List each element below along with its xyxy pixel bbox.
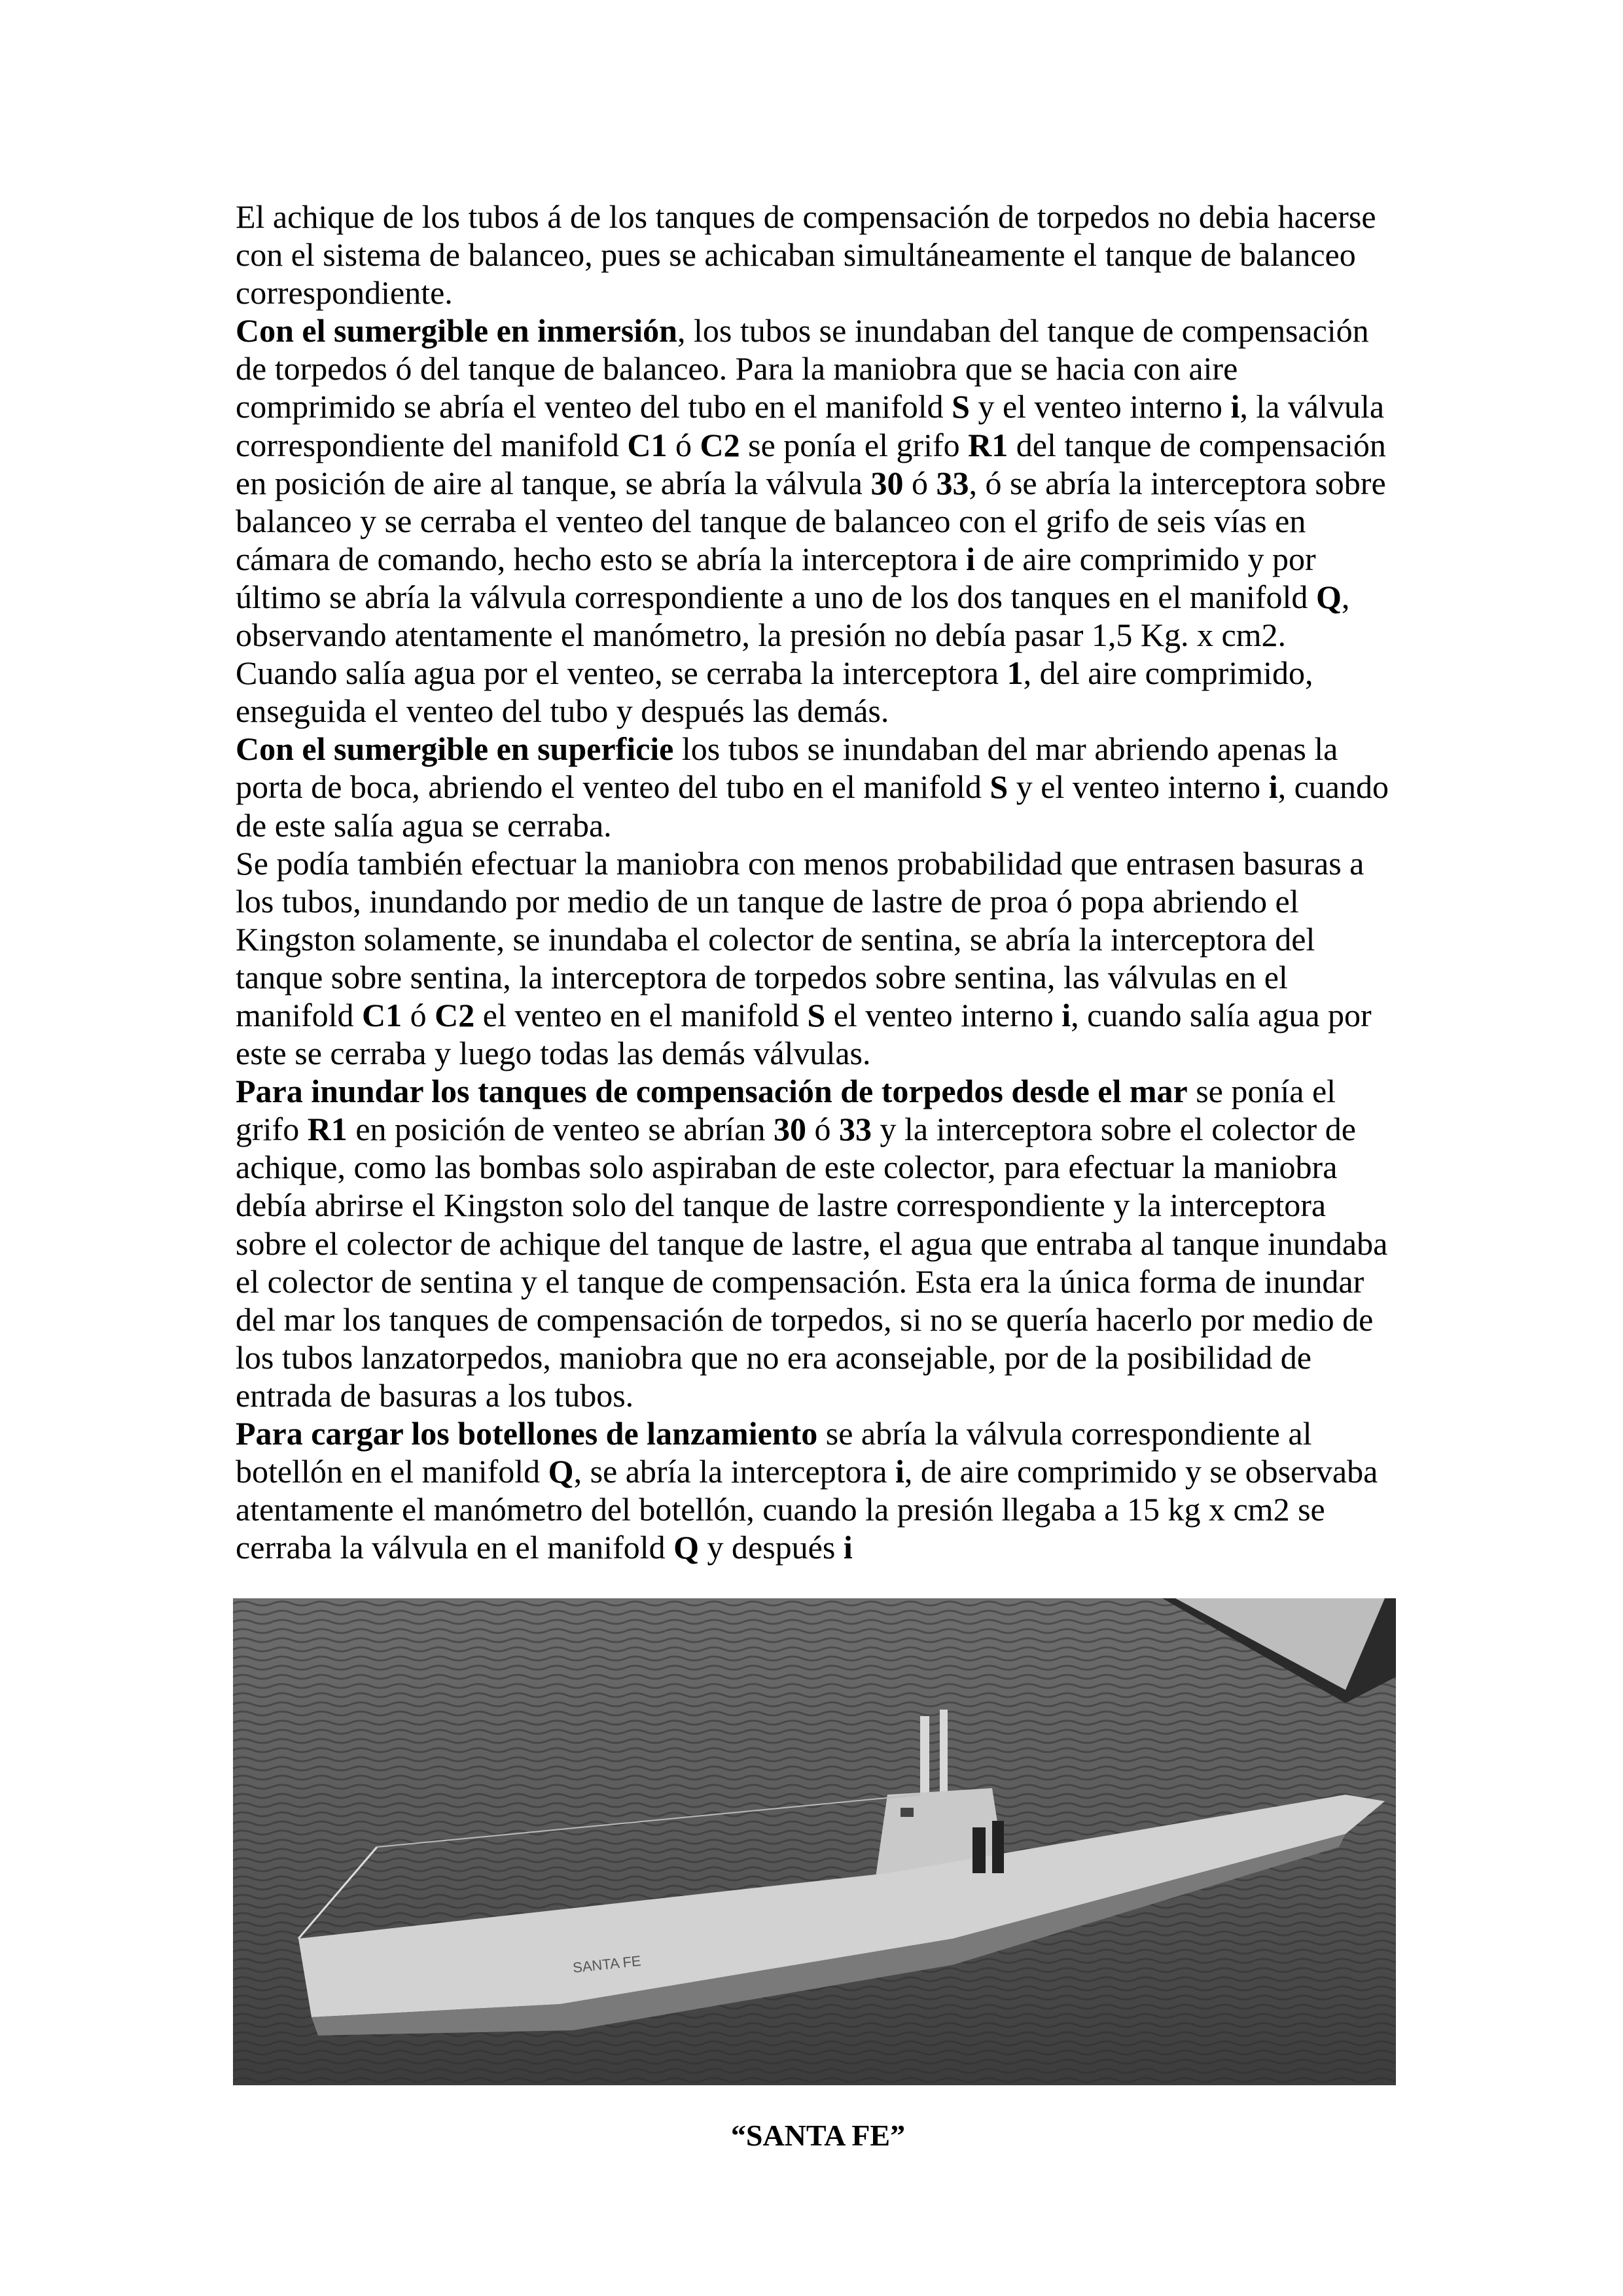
bold-text: C2 [435,996,475,1033]
text-segment: grifo [236,1111,308,1148]
text-line [236,464,1414,502]
text-line [236,654,1414,692]
bold-text: 30 [870,464,904,501]
bold-text: S [807,996,826,1033]
text-segment: y después [699,1529,844,1566]
text-segment: porta de boca, abriendo el venteo del tubo en el manifold [236,768,990,806]
text-line [236,236,1414,274]
text-line [236,1338,1414,1376]
text-segment: , del aire comprimido, [1023,655,1313,692]
text-line [236,1225,1414,1263]
bold-text: i [966,540,976,577]
bold-text: Q [548,1453,574,1490]
text-segment: cámara de comando, hecho esto se abría la interceptora [236,540,967,577]
bold-text: i [895,1453,904,1490]
bold-text: 30 [773,1111,806,1148]
text-segment: de aire comprimido y por [975,540,1316,577]
text-segment: correspondiente del manifold [236,426,628,463]
text-segment: , de aire comprimido y se observaba [904,1453,1378,1490]
text-segment: el venteo interno [825,996,1062,1033]
bold-text: 33 [838,1111,872,1148]
text-line [236,578,1414,616]
text-line [236,1034,1414,1072]
text-line [236,882,1414,920]
text-line [236,1376,1414,1414]
text-line [236,387,1414,425]
text-segment: atentamente el manómetro del botellón, cuando la presión llegaba a 15 kg x cm2 se [236,1491,1325,1528]
text-segment: de este salía agua se cerraba. [236,806,612,844]
bold-text: i [843,1529,853,1566]
bold-text: Q [673,1529,700,1566]
text-line [236,920,1414,958]
text-segment: y el venteo interno [1008,768,1269,806]
text-segment: debía abrirse el Kingston solo del tanque de lastre correspondiente y la interceptora [236,1187,1327,1224]
text-line [236,426,1414,464]
text-segment: se abría la válvula correspondiente al [817,1415,1312,1452]
bold-text: Para cargar los botellones de lanzamiento [236,1415,818,1452]
text-line [236,1186,1414,1224]
text-segment: Kingston solamente, se inundaba el colector de sentina, se abría la interceptora del [236,920,1315,958]
text-segment: entrada de basuras a los tubos. [236,1376,634,1414]
text-segment: y el venteo interno [969,388,1231,425]
text-segment: enseguida el venteo del tubo y después las demás. [236,692,889,730]
photo-caption: “SANTA FE” [730,2119,906,2152]
text-line [236,768,1414,806]
text-segment: en posición de venteo se abrían [347,1111,774,1148]
text-segment: , se abría la interceptora [573,1453,895,1490]
text-segment: este se cerraba y luego todas las demás válvulas. [236,1035,871,1072]
text-segment: los tubos lanzatorpedos, maniobra que no era aconsejable, por de la posibilidad de [236,1338,1311,1376]
bold-text: R1 [968,426,1008,463]
text-segment: , la válvula [1240,388,1385,425]
text-line [236,616,1414,654]
text-segment: Cuando salía agua por el venteo, se cerraba la interceptora [236,655,1007,692]
body-text [236,198,1414,1566]
text-segment: se ponía el grifo [740,426,969,463]
text-segment: , cuando salía agua por [1071,996,1372,1033]
text-segment: con el sistema de balanceo, pues se achicaban simultáneamente el tanque de balanceo [236,236,1356,274]
svg-text:SANTA FE: SANTA FE [571,1952,642,1976]
text-segment: y la interceptora sobre el colector de [871,1111,1356,1148]
text-segment: comprimido se abría el venteo del tubo en el manifold [236,388,952,425]
text-line [236,1300,1414,1338]
text-segment: , los tubos se inundaban del tanque de compensación [677,312,1369,350]
text-line [236,1148,1414,1186]
text-line [236,1414,1414,1452]
bold-text: 33 [936,464,969,501]
text-segment: , cuando [1277,768,1389,806]
text-line [236,692,1414,730]
text-line [236,1263,1414,1300]
bold-text: i [1268,768,1278,806]
bold-text: C1 [362,996,402,1033]
text-segment: , ó se abría la interceptora sobre [969,464,1386,501]
text-segment: el colector de sentina y el tanque de compensación. Esta era la única forma de inundar [236,1263,1364,1300]
text-segment: los tubos, inundando por medio de un tanque de lastre de proa ó popa abriendo el [236,882,1299,920]
text-segment: achique, como las bombas solo aspiraban de este colector, para efectuar la maniobra [236,1149,1338,1186]
text-segment: Se podía también efectuar la maniobra con menos probabilidad que entrasen basuras a [236,844,1364,882]
bold-text: R1 [307,1111,348,1148]
text-segment: cerraba la válvula en el manifold [236,1529,674,1566]
text-line [236,958,1414,996]
text-line [236,806,1414,844]
text-segment: ó [903,464,936,501]
text-line [236,540,1414,578]
bold-text: 1 [1007,655,1024,692]
text-line [236,1528,1414,1566]
text-segment: ó [806,1111,839,1148]
text-segment: el venteo en el manifold [474,996,808,1033]
text-segment: último se abría la válvula correspondiente a uno de los dos tanques en el manifold [236,578,1316,615]
text-line [236,844,1414,882]
text-line [236,502,1414,540]
text-segment: ó [667,426,700,463]
bold-text: i [1061,996,1071,1033]
bold-text: Con el sumergible en superficie [236,730,674,768]
text-line [236,1110,1414,1148]
text-line [236,312,1414,350]
text-line [236,198,1414,236]
text-segment: El achique de los tubos á de los tanques de compensación de torpedos no debia hacerse [236,198,1376,235]
text-line [236,274,1414,312]
bold-text: S [990,768,1008,806]
text-segment: se ponía el [1187,1073,1336,1110]
text-segment: observando atentamente el manómetro, la presión no debía pasar 1,5 Kg. x cm2. [236,617,1287,654]
bold-text: Para inundar los tanques de compensación de torpedos desde el mar [236,1073,1188,1110]
text-line [236,996,1414,1034]
bold-text: C1 [627,426,668,463]
text-segment: en posición de aire al tanque, se abría la válvula [236,464,871,501]
text-line [236,350,1414,387]
text-segment: sobre el colector de achique del tanque de lastre, el agua que entraba al tanque inundaba [236,1225,1388,1262]
text-segment: del mar los tanques de compensación de torpedos, si no se quería hacerlo por medio de [236,1300,1374,1338]
bold-text: S [952,388,970,425]
bold-text: i [1230,388,1240,425]
text-segment: botellón en el manifold [236,1453,548,1490]
submarine-photo [233,1598,1396,2085]
text-segment: los tubos se inundaban del mar abriendo apenas la [673,730,1338,768]
bold-text: C2 [700,426,740,463]
text-segment: tanque sobre sentina, la interceptora de torpedos sobre sentina, las válvulas en el [236,958,1288,996]
text-line [236,730,1414,768]
text-segment: de torpedos ó del tanque de balanceo. Para la maniobra que se hacia con aire [236,350,1238,387]
text-segment: manifold [236,996,363,1033]
text-segment: ó [402,996,435,1033]
text-segment: , [1341,578,1350,615]
text-line [236,1490,1414,1528]
text-segment: balanceo y se cerraba el venteo del tanque de balanceo con el grifo de seis vías en [236,502,1306,539]
text-segment: correspondiente. [236,274,453,312]
text-line [236,1072,1414,1110]
bold-text: Con el sumergible en inmersión [236,312,677,350]
bold-text: Q [1315,578,1342,615]
text-line [236,1452,1414,1490]
text-segment: del tanque de compensación [1008,426,1386,463]
